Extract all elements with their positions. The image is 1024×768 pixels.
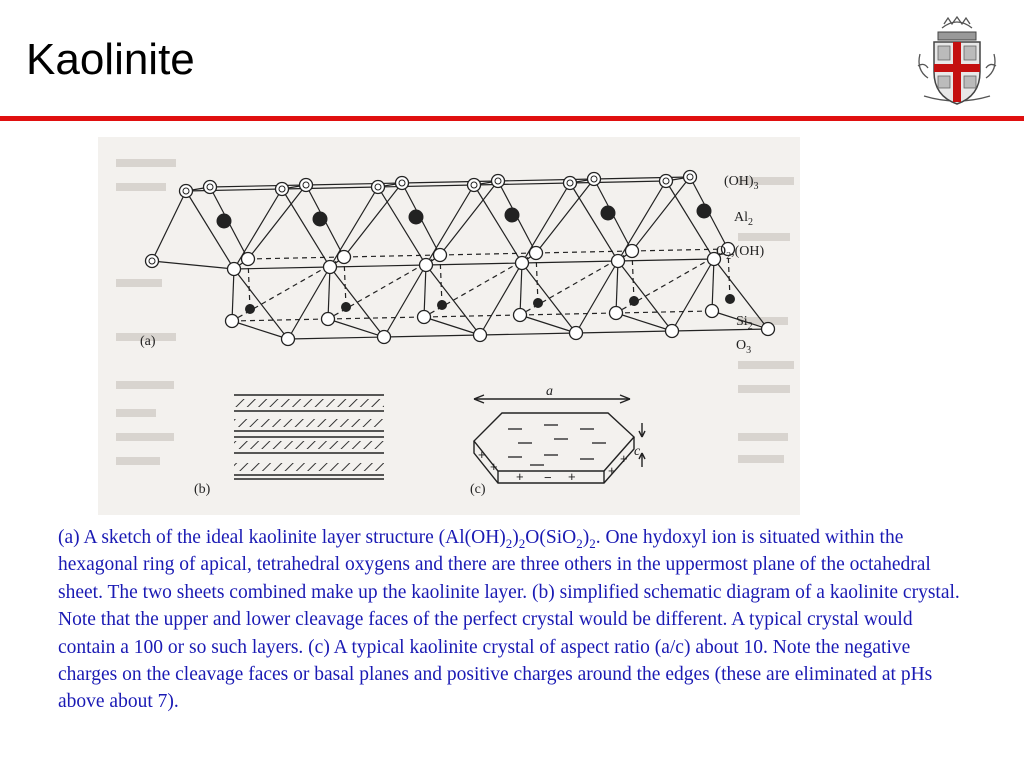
figure-caption: (a) A sketch of the ideal kaolinite layer structure $(Al(OH)_2)_2O(SiO_2)_2$. One hydoxyl ion is situated within the hexagonal ring of apical, tetrahedral oxygens and there are three others in the uppermost plane of the octahedral sheet. The two sheets combined make up the kaolinite layer. (b) simplified schematic diagram of a kaolinite crystal. Note that the upper and lower cleavage faces of the perfect crystal would be different. A typical crystal would contain a 100 or so such layers. (c) A typical kaolinite crystal of aspect ratio (a/c) about 10. Note the negative charges on the cleavage faces or basal planes and positive charges around the edges (these are eliminated at pHs above about 7). [58, 527, 960, 713]
dimension-label-a: a [546, 384, 553, 399]
svg-text:+: + [478, 447, 486, 462]
panel-label-a: (a) [140, 334, 156, 349]
svg-text:+: + [608, 463, 616, 478]
svg-text:+: + [568, 469, 576, 484]
title-divider [0, 116, 1024, 121]
svg-text:+: + [620, 451, 628, 466]
kaolinite-structure-figure [98, 137, 800, 515]
slide-title: Kaolinite [26, 35, 195, 84]
layer-label-al2: $Al_2$ [734, 210, 753, 228]
dimension-label-c: c [634, 444, 641, 459]
layer-label-o2-oh: $O_2,(OH)$ [716, 244, 765, 262]
kaolinite-lattice-diagram [146, 171, 775, 346]
layer-label-o3: $O_3$ [736, 338, 752, 356]
panel-label-c: (c) [470, 482, 486, 497]
layer-label-si2: $Si_2$ [736, 314, 753, 332]
svg-text:+: + [490, 459, 498, 474]
university-crest-icon [914, 14, 1000, 112]
svg-text:−: − [544, 470, 552, 485]
panel-label-b: (b) [194, 482, 211, 497]
layered-crystal-schematic [234, 395, 384, 479]
layer-label-oh3: $(OH)_3$ [724, 174, 759, 192]
svg-text:+: + [516, 469, 524, 484]
